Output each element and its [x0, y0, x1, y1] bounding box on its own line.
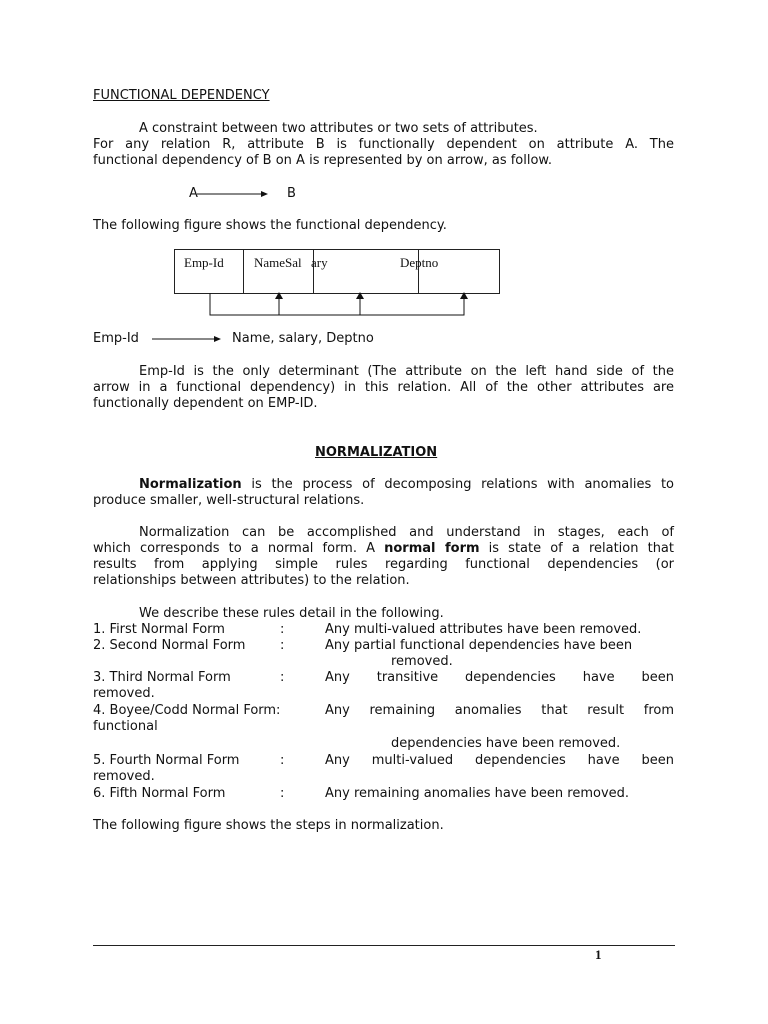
stages-line2 [93, 541, 674, 557]
rule-5-cont: removed. [93, 769, 155, 784]
rule-3-desc: Any transitive dependencies have been [325, 670, 674, 685]
stages-line3: results from applying simple rules regarding functional dependencies (or [93, 557, 674, 572]
stages-line4: relationships between attributes) to the relation. [93, 573, 410, 588]
rule-2-name: 2. Second Normal Form [93, 638, 246, 653]
rule-2-colon: : [280, 638, 285, 653]
rule-5-desc: Any multi-valued dependencies have been [325, 753, 674, 768]
determinant-line3: functionally dependent on EMP-ID. [93, 396, 318, 411]
stages-line2-a: which corresponds to a normal form. A [93, 541, 385, 556]
footer-rule [93, 945, 675, 946]
arrow-label-b: B [287, 186, 296, 201]
rule-6-colon: : [280, 786, 285, 801]
cell-name: NameSal [254, 255, 302, 270]
dependency-left: Emp-Id [93, 331, 139, 346]
rules-intro: We describe these rules detail in the following. [139, 606, 444, 621]
determinant-line2: arrow in a functional dependency) in this relation. All of the other attributes are [93, 380, 674, 395]
cell-salary: ary [311, 255, 328, 270]
rule-4-desc: Any remaining anomalies that result from [325, 703, 674, 718]
page-number: 1 [595, 947, 602, 962]
rule-6-desc: Any remaining anomalies have been removed. [325, 786, 630, 801]
rule-3-cont: removed. [93, 686, 155, 701]
arrow-label-a: A [189, 186, 198, 201]
dependency-right: Name, salary, Deptno [232, 331, 374, 346]
rule-5-colon: : [280, 753, 285, 768]
cell-emp-id: Emp-Id [184, 255, 224, 270]
rule-1-colon: : [280, 622, 285, 637]
cell-deptno: Deptno [400, 255, 439, 270]
rule-6-name: 6. Fifth Normal Form [93, 786, 226, 801]
rule-2-desc: Any partial functional dependencies have been [325, 638, 633, 653]
rule-1-desc: Any multi-valued attributes have been removed. [325, 622, 642, 637]
dependency-arrows-icon [200, 290, 480, 320]
normalization-def-text: is the process of decomposing relations with anomalies to [241, 477, 674, 492]
rule-1-name: 1. First Normal Form [93, 622, 225, 637]
paragraph-constraint: A constraint between two attributes or two sets of attributes. [139, 121, 538, 136]
closing-text: The following figure shows the steps in normalization. [93, 818, 444, 833]
emp-id-dependency-arrow-icon [152, 335, 224, 345]
normal-form-term: normal form [384, 541, 480, 556]
rule-3-name: 3. Third Normal Form [93, 670, 231, 685]
rule-5-name: 5. Fourth Normal Form [93, 753, 240, 768]
determinant-line1: Emp-Id is the only determinant (The attribute on the left hand side of the [139, 364, 674, 379]
rule-2-cont: removed. [391, 654, 453, 669]
normalization-term: Normalization [139, 477, 242, 492]
stages-line2-b: is state of a relation that [479, 541, 674, 556]
rule-4-cont2: dependencies have been removed. [391, 736, 621, 751]
paragraph-relation-line2: functional dependency of B on A is represented by on arrow, as follow. [93, 153, 552, 168]
a-to-b-arrow-icon [197, 190, 269, 200]
rule-4-name: 4. Boyee/Codd Normal Form: [93, 703, 281, 718]
rule-4-cont: functional [93, 719, 158, 734]
heading-normalization: NORMALIZATION [315, 445, 438, 460]
stages-line1: Normalization can be accomplished and understand in stages, each of [139, 525, 674, 540]
normalization-def-line2: produce smaller, well-structural relations. [93, 493, 365, 508]
rule-3-colon: : [280, 670, 285, 685]
heading-functional-dependency: FUNCTIONAL DEPENDENCY [93, 88, 270, 103]
paragraph-relation-line1: For any relation R, attribute B is functionally dependent on attribute A. The [93, 137, 674, 152]
normalization-def-line1 [139, 477, 674, 493]
figure-intro: The following figure shows the functional dependency. [93, 218, 447, 233]
